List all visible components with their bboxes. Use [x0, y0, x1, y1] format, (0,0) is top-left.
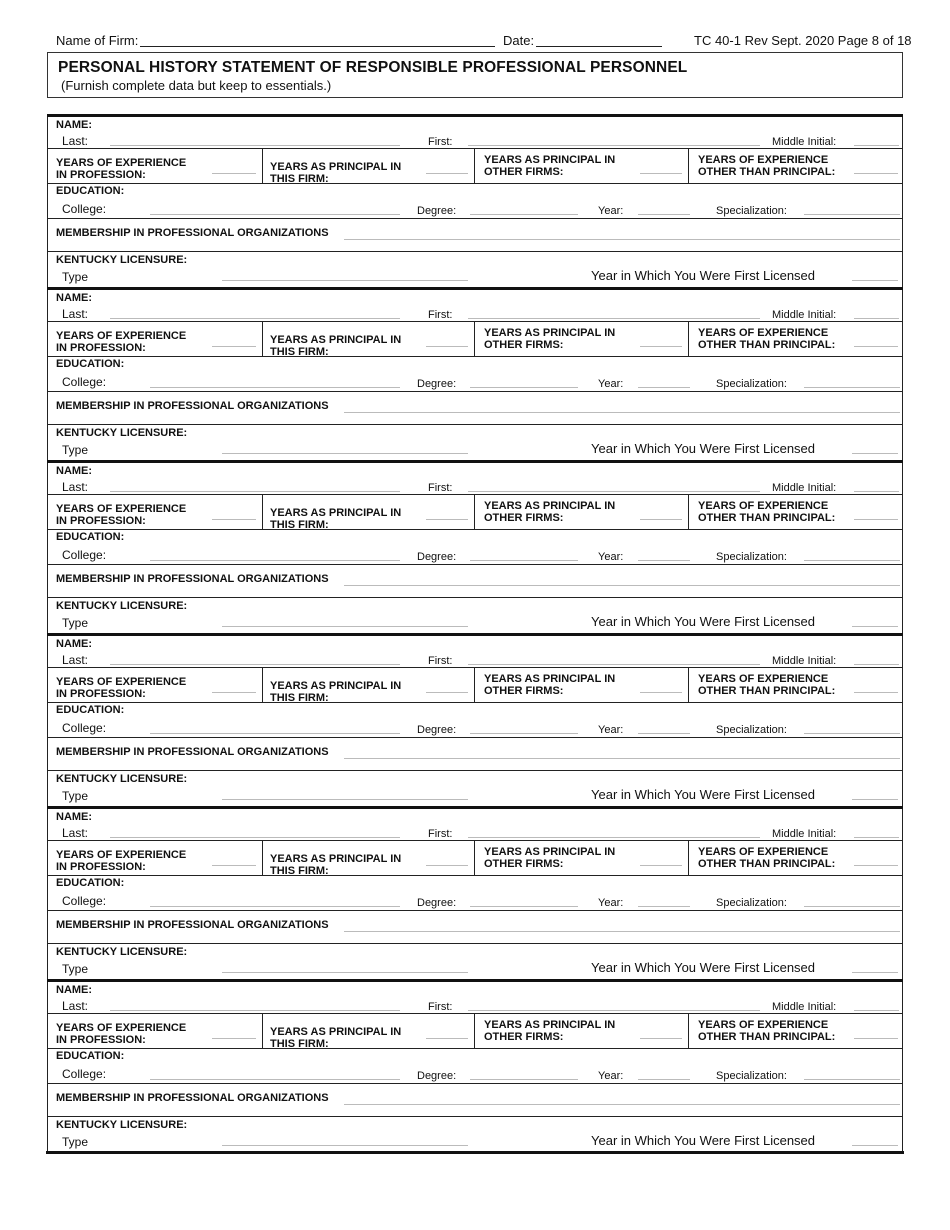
education-label: EDUCATION: — [56, 531, 125, 543]
specialization-field[interactable] — [804, 1079, 900, 1080]
record-divider — [47, 979, 903, 982]
type-label: Type — [62, 962, 89, 976]
years-principal-other-firms-label: YEARS AS PRINCIPAL IN OTHER FIRMS: — [484, 500, 616, 524]
years-experience-label: YEARS OF EXPERIENCE IN PROFESSION: — [56, 849, 187, 873]
degree-field[interactable] — [470, 214, 578, 215]
row-separator — [48, 702, 902, 703]
type-label: Type — [62, 789, 89, 803]
first-name-field[interactable] — [468, 837, 760, 838]
license-type-field[interactable] — [222, 972, 468, 973]
page-title: PERSONAL HISTORY STATEMENT OF RESPONSIBLE PROFESSIONAL PERSONNEL — [58, 59, 688, 76]
year-first-licensed-field[interactable] — [852, 1145, 898, 1146]
col-separator — [688, 1013, 689, 1048]
row-separator — [48, 183, 902, 184]
years-other-than-principal-field[interactable] — [854, 173, 898, 174]
membership-field[interactable] — [344, 585, 900, 586]
years-in-profession-field[interactable] — [212, 519, 256, 520]
row-separator — [48, 597, 902, 598]
col-separator — [688, 494, 689, 529]
name-label: NAME: — [56, 638, 93, 650]
row-separator — [48, 218, 902, 219]
col-separator — [262, 1013, 263, 1048]
record-divider — [47, 460, 903, 463]
degree-label: Degree: — [417, 1070, 457, 1082]
specialization-field[interactable] — [804, 214, 900, 215]
row-separator — [48, 251, 902, 252]
middle-initial-label: Middle Initial: — [772, 136, 837, 148]
type-label: Type — [62, 1135, 89, 1149]
col-separator — [688, 840, 689, 875]
record-divider — [47, 114, 903, 117]
specialization-label: Specialization: — [716, 1070, 787, 1082]
college-label: College: — [62, 375, 107, 389]
years-this-firm-field[interactable] — [426, 173, 468, 174]
last-label: Last: — [62, 653, 89, 667]
membership-field[interactable] — [344, 412, 900, 413]
year-first-licensed-field[interactable] — [852, 972, 898, 973]
row-separator — [48, 321, 902, 322]
row-separator — [48, 494, 902, 495]
years-this-firm-field[interactable] — [426, 1038, 468, 1039]
first-name-field[interactable] — [468, 145, 760, 146]
row-separator — [48, 1048, 902, 1049]
middle-initial-field[interactable] — [854, 491, 899, 492]
license-type-field[interactable] — [222, 626, 468, 627]
years-this-firm-field[interactable] — [426, 519, 468, 520]
years-other-than-principal-field[interactable] — [854, 865, 898, 866]
col-separator — [474, 494, 475, 529]
membership-label: MEMBERSHIP IN PROFESSIONAL ORGANIZATIONS — [56, 573, 329, 585]
title-box — [47, 52, 903, 98]
last-label: Last: — [62, 307, 89, 321]
specialization-label: Specialization: — [716, 205, 787, 217]
last-name-field[interactable] — [110, 491, 400, 492]
degree-label: Degree: — [417, 897, 457, 909]
years-other-than-principal-field[interactable] — [854, 519, 898, 520]
specialization-field[interactable] — [804, 906, 900, 907]
years-other-than-principal-label: YEARS OF EXPERIENCE OTHER THAN PRINCIPAL: — [698, 673, 836, 697]
record-divider — [47, 287, 903, 290]
specialization-field[interactable] — [804, 560, 900, 561]
year-first-licensed-field[interactable] — [852, 799, 898, 800]
first-name-field[interactable] — [468, 664, 760, 665]
last-label: Last: — [62, 999, 89, 1013]
record-divider — [47, 633, 903, 636]
year-label: Year: — [598, 1070, 624, 1082]
years-experience-label: YEARS OF EXPERIENCE IN PROFESSION: — [56, 676, 187, 700]
college-field[interactable] — [150, 387, 400, 388]
last-name-field[interactable] — [110, 1010, 400, 1011]
name-label: NAME: — [56, 465, 93, 477]
years-in-profession-field[interactable] — [212, 865, 256, 866]
years-principal-this-firm-label: YEARS AS PRINCIPAL IN THIS FIRM: — [270, 334, 402, 358]
col-separator — [474, 321, 475, 356]
years-principal-other-firms-label: YEARS AS PRINCIPAL IN OTHER FIRMS: — [484, 673, 616, 697]
years-other-than-principal-label: YEARS OF EXPERIENCE OTHER THAN PRINCIPAL: — [698, 846, 836, 870]
membership-label: MEMBERSHIP IN PROFESSIONAL ORGANIZATIONS — [56, 746, 329, 758]
license-type-field[interactable] — [222, 1145, 468, 1146]
college-field[interactable] — [150, 1079, 400, 1080]
specialization-field[interactable] — [804, 733, 900, 734]
years-principal-other-firms-label: YEARS AS PRINCIPAL IN OTHER FIRMS: — [484, 846, 616, 870]
college-label: College: — [62, 548, 107, 562]
name-label: NAME: — [56, 292, 93, 304]
specialization-label: Specialization: — [716, 724, 787, 736]
first-licensed-label: Year in Which You Were First Licensed — [591, 614, 816, 629]
first-label: First: — [428, 1001, 453, 1013]
year-field[interactable] — [638, 1079, 690, 1080]
firm-label: Name of Firm: — [56, 33, 139, 48]
specialization-label: Specialization: — [716, 378, 787, 390]
type-label: Type — [62, 443, 89, 457]
last-name-field[interactable] — [110, 145, 400, 146]
col-separator — [262, 321, 263, 356]
personnel-record — [47, 806, 903, 979]
years-this-firm-field[interactable] — [426, 692, 468, 693]
name-label: NAME: — [56, 119, 93, 131]
date-field[interactable] — [536, 46, 662, 47]
college-field[interactable] — [150, 733, 400, 734]
row-separator — [48, 1116, 902, 1117]
year-label: Year: — [598, 551, 624, 563]
education-label: EDUCATION: — [56, 877, 125, 889]
years-other-firms-field[interactable] — [640, 519, 682, 520]
degree-field[interactable] — [470, 560, 578, 561]
membership-label: MEMBERSHIP IN PROFESSIONAL ORGANIZATIONS — [56, 227, 329, 239]
years-principal-this-firm-label: YEARS AS PRINCIPAL IN THIS FIRM: — [270, 853, 402, 877]
year-label: Year: — [598, 378, 624, 390]
years-in-profession-field[interactable] — [212, 1038, 256, 1039]
row-separator — [48, 737, 902, 738]
education-label: EDUCATION: — [56, 358, 125, 370]
degree-field[interactable] — [470, 1079, 578, 1080]
row-separator — [48, 667, 902, 668]
degree-field[interactable] — [470, 387, 578, 388]
middle-initial-field[interactable] — [854, 318, 899, 319]
middle-initial-field[interactable] — [854, 664, 899, 665]
last-label: Last: — [62, 480, 89, 494]
years-experience-label: YEARS OF EXPERIENCE IN PROFESSION: — [56, 157, 187, 181]
form-bottom-border — [46, 1151, 904, 1154]
years-other-than-principal-label: YEARS OF EXPERIENCE OTHER THAN PRINCIPAL: — [698, 154, 836, 178]
first-licensed-label: Year in Which You Were First Licensed — [591, 268, 816, 283]
licensure-label: KENTUCKY LICENSURE: — [56, 946, 188, 958]
first-licensed-label: Year in Which You Were First Licensed — [591, 441, 816, 456]
years-principal-this-firm-label: YEARS AS PRINCIPAL IN THIS FIRM: — [270, 680, 402, 704]
degree-label: Degree: — [417, 724, 457, 736]
col-separator — [474, 148, 475, 183]
personnel-record — [47, 460, 903, 633]
year-label: Year: — [598, 205, 624, 217]
row-separator — [48, 391, 902, 392]
years-principal-this-firm-label: YEARS AS PRINCIPAL IN THIS FIRM: — [270, 507, 402, 531]
years-other-firms-field[interactable] — [640, 346, 682, 347]
middle-initial-label: Middle Initial: — [772, 655, 837, 667]
membership-label: MEMBERSHIP IN PROFESSIONAL ORGANIZATIONS — [56, 919, 329, 931]
first-label: First: — [428, 828, 453, 840]
college-label: College: — [62, 202, 107, 216]
college-field[interactable] — [150, 906, 400, 907]
years-in-profession-field[interactable] — [212, 173, 256, 174]
col-separator — [262, 494, 263, 529]
first-label: First: — [428, 136, 453, 148]
years-other-firms-field[interactable] — [640, 865, 682, 866]
row-separator — [48, 356, 902, 357]
years-principal-other-firms-label: YEARS AS PRINCIPAL IN OTHER FIRMS: — [484, 327, 616, 351]
years-principal-this-firm-label: YEARS AS PRINCIPAL IN THIS FIRM: — [270, 1026, 402, 1050]
college-field[interactable] — [150, 560, 400, 561]
year-field[interactable] — [638, 906, 690, 907]
row-separator — [48, 770, 902, 771]
licensure-label: KENTUCKY LICENSURE: — [56, 600, 188, 612]
row-separator — [48, 840, 902, 841]
name-label: NAME: — [56, 984, 93, 996]
page-subtitle: (Furnish complete data but keep to essentials.) — [61, 78, 332, 93]
row-separator — [48, 1083, 902, 1084]
first-label: First: — [428, 482, 453, 494]
membership-label: MEMBERSHIP IN PROFESSIONAL ORGANIZATIONS — [56, 1092, 329, 1104]
years-other-than-principal-field[interactable] — [854, 692, 898, 693]
row-separator — [48, 875, 902, 876]
record-divider — [47, 806, 903, 809]
col-separator — [474, 840, 475, 875]
years-experience-label: YEARS OF EXPERIENCE IN PROFESSION: — [56, 330, 187, 354]
membership-field[interactable] — [344, 931, 900, 932]
degree-field[interactable] — [470, 906, 578, 907]
middle-initial-label: Middle Initial: — [772, 309, 837, 321]
last-name-field[interactable] — [110, 318, 400, 319]
membership-field[interactable] — [344, 758, 900, 759]
row-separator — [48, 564, 902, 565]
college-label: College: — [62, 1067, 107, 1081]
row-separator — [48, 910, 902, 911]
degree-label: Degree: — [417, 551, 457, 563]
license-type-field[interactable] — [222, 453, 468, 454]
membership-field[interactable] — [344, 239, 900, 240]
first-name-field[interactable] — [468, 318, 760, 319]
year-first-licensed-field[interactable] — [852, 280, 898, 281]
row-separator — [48, 1013, 902, 1014]
years-experience-label: YEARS OF EXPERIENCE IN PROFESSION: — [56, 1022, 187, 1046]
licensure-label: KENTUCKY LICENSURE: — [56, 254, 188, 266]
years-in-profession-field[interactable] — [212, 692, 256, 693]
membership-field[interactable] — [344, 1104, 900, 1105]
last-name-field[interactable] — [110, 664, 400, 665]
type-label: Type — [62, 270, 89, 284]
first-label: First: — [428, 655, 453, 667]
middle-initial-label: Middle Initial: — [772, 482, 837, 494]
education-label: EDUCATION: — [56, 1050, 125, 1062]
years-other-than-principal-label: YEARS OF EXPERIENCE OTHER THAN PRINCIPAL: — [698, 1019, 836, 1043]
license-type-field[interactable] — [222, 280, 468, 281]
middle-initial-label: Middle Initial: — [772, 828, 837, 840]
college-label: College: — [62, 894, 107, 908]
years-other-than-principal-label: YEARS OF EXPERIENCE OTHER THAN PRINCIPAL: — [698, 500, 836, 524]
year-first-licensed-field[interactable] — [852, 626, 898, 627]
years-other-firms-field[interactable] — [640, 692, 682, 693]
col-separator — [474, 667, 475, 702]
years-this-firm-field[interactable] — [426, 346, 468, 347]
years-other-firms-field[interactable] — [640, 1038, 682, 1039]
row-separator — [48, 424, 902, 425]
row-separator — [48, 148, 902, 149]
degree-field[interactable] — [470, 733, 578, 734]
specialization-label: Specialization: — [716, 897, 787, 909]
first-licensed-label: Year in Which You Were First Licensed — [591, 1133, 816, 1148]
middle-initial-label: Middle Initial: — [772, 1001, 837, 1013]
college-field[interactable] — [150, 214, 400, 215]
name-label: NAME: — [56, 811, 93, 823]
last-label: Last: — [62, 134, 89, 148]
year-first-licensed-field[interactable] — [852, 453, 898, 454]
years-other-than-principal-field[interactable] — [854, 346, 898, 347]
firm-name-field[interactable] — [140, 46, 495, 47]
year-label: Year: — [598, 897, 624, 909]
college-label: College: — [62, 721, 107, 735]
middle-initial-field[interactable] — [854, 837, 899, 838]
first-licensed-label: Year in Which You Were First Licensed — [591, 960, 816, 975]
degree-label: Degree: — [417, 205, 457, 217]
years-in-profession-field[interactable] — [212, 346, 256, 347]
first-licensed-label: Year in Which You Were First Licensed — [591, 787, 816, 802]
row-separator — [48, 943, 902, 944]
years-other-than-principal-field[interactable] — [854, 1038, 898, 1039]
last-label: Last: — [62, 826, 89, 840]
col-separator — [262, 840, 263, 875]
col-separator — [688, 148, 689, 183]
years-this-firm-field[interactable] — [426, 865, 468, 866]
type-label: Type — [62, 616, 89, 630]
licensure-label: KENTUCKY LICENSURE: — [56, 427, 188, 439]
years-experience-label: YEARS OF EXPERIENCE IN PROFESSION: — [56, 503, 187, 527]
years-principal-other-firms-label: YEARS AS PRINCIPAL IN OTHER FIRMS: — [484, 1019, 616, 1043]
years-principal-this-firm-label: YEARS AS PRINCIPAL IN THIS FIRM: — [270, 161, 402, 185]
first-label: First: — [428, 309, 453, 321]
licensure-label: KENTUCKY LICENSURE: — [56, 773, 188, 785]
row-separator — [48, 529, 902, 530]
form-id: TC 40-1 Rev Sept. 2020 Page 8 of 18 — [694, 33, 912, 48]
col-separator — [688, 321, 689, 356]
date-label: Date: — [503, 33, 535, 48]
personnel-record — [47, 979, 903, 1152]
personnel-record — [47, 287, 903, 460]
licensure-label: KENTUCKY LICENSURE: — [56, 1119, 188, 1131]
personnel-record — [47, 633, 903, 806]
year-field[interactable] — [638, 733, 690, 734]
year-field[interactable] — [638, 214, 690, 215]
years-other-than-principal-label: YEARS OF EXPERIENCE OTHER THAN PRINCIPAL: — [698, 327, 836, 351]
year-field[interactable] — [638, 560, 690, 561]
degree-label: Degree: — [417, 378, 457, 390]
middle-initial-field[interactable] — [854, 1010, 899, 1011]
col-separator — [474, 1013, 475, 1048]
middle-initial-field[interactable] — [854, 145, 899, 146]
last-name-field[interactable] — [110, 837, 400, 838]
year-field[interactable] — [638, 387, 690, 388]
first-name-field[interactable] — [468, 1010, 760, 1011]
col-separator — [688, 667, 689, 702]
personnel-record — [47, 114, 903, 287]
membership-label: MEMBERSHIP IN PROFESSIONAL ORGANIZATIONS — [56, 400, 329, 412]
education-label: EDUCATION: — [56, 704, 125, 716]
col-separator — [262, 667, 263, 702]
first-name-field[interactable] — [468, 491, 760, 492]
col-separator — [262, 148, 263, 183]
specialization-field[interactable] — [804, 387, 900, 388]
years-other-firms-field[interactable] — [640, 173, 682, 174]
year-label: Year: — [598, 724, 624, 736]
education-label: EDUCATION: — [56, 185, 125, 197]
years-principal-other-firms-label: YEARS AS PRINCIPAL IN OTHER FIRMS: — [484, 154, 616, 178]
specialization-label: Specialization: — [716, 551, 787, 563]
license-type-field[interactable] — [222, 799, 468, 800]
